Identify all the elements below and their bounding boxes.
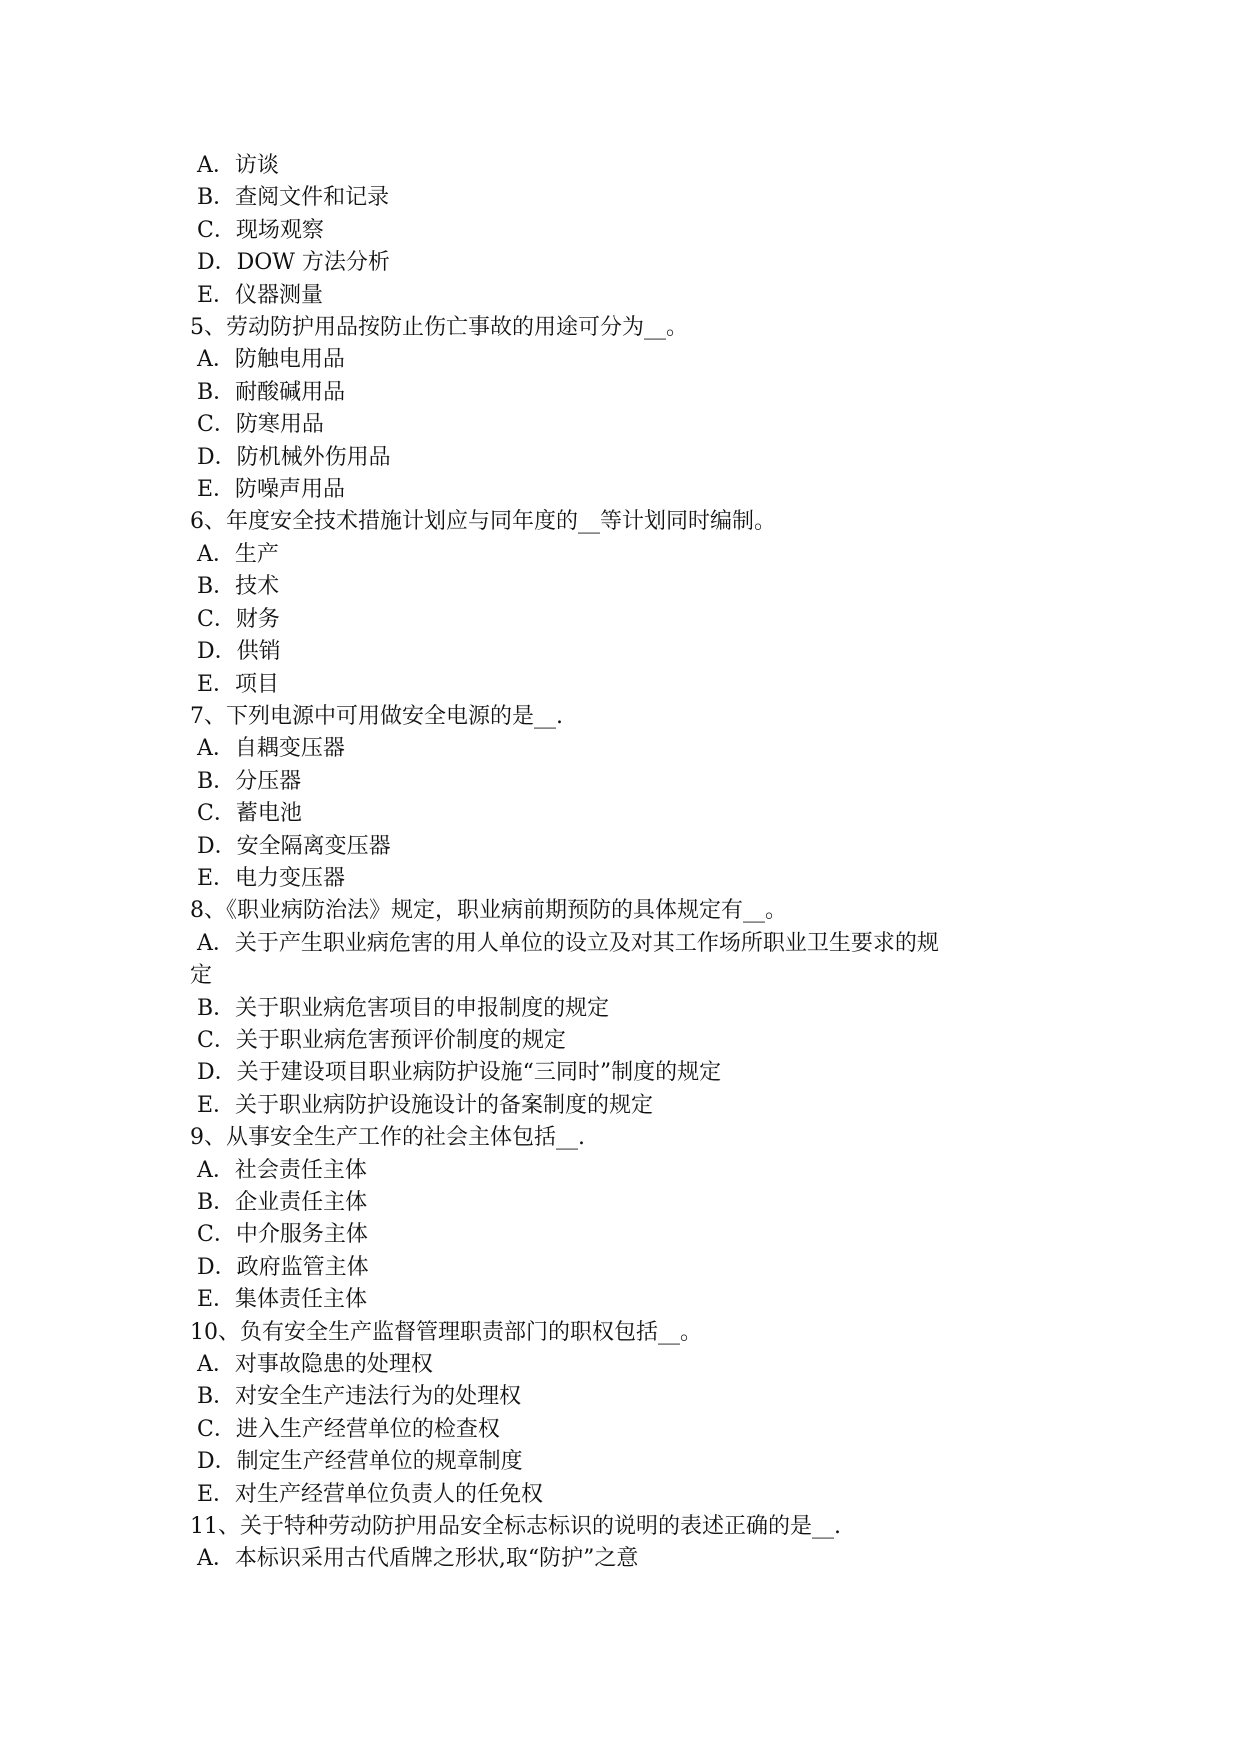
answer-option: C．中介服务主体 [190, 1222, 368, 1248]
answer-option: E．仪器测量 [190, 282, 324, 308]
question-stem: 7、下列电源中可用做安全电源的是__. [190, 703, 563, 729]
answer-option: E．防噪声用品 [190, 477, 346, 503]
answer-option: D．防机械外伤用品 [190, 444, 391, 470]
question-stem: 6、年度安全技术措施计划应与同年度的__等计划同时编制。 [190, 509, 776, 535]
question-stem: 10、负有安全生产监督管理职责部门的职权包括__。 [190, 1319, 702, 1345]
answer-option: A．访谈 [190, 153, 279, 178]
answer-option: B．分压器 [190, 768, 302, 794]
answer-option: E．项目 [190, 671, 280, 697]
answer-option: D．政府监管主体 [190, 1254, 369, 1280]
answer-option: A．生产 [190, 541, 279, 567]
answer-option: D．供销 [190, 639, 281, 665]
answer-option: A．本标识采用古代盾牌之形状,取“防护”之意 [190, 1546, 639, 1572]
question-stem: 9、从事安全生产工作的社会主体包括__. [190, 1125, 585, 1151]
answer-option: B．对安全生产违法行为的处理权 [190, 1384, 522, 1410]
answer-option: D．安全隔离变压器 [190, 833, 391, 859]
answer-option: B．耐酸碱用品 [190, 379, 346, 405]
answer-option: E．集体责任主体 [190, 1287, 368, 1313]
answer-option: E．关于职业病防护设施设计的备案制度的规定 [190, 1092, 654, 1118]
answer-option: D．制定生产经营单位的规章制度 [190, 1449, 523, 1475]
question-stem: 8、《职业病防治法》规定，职业病前期预防的具体规定有__。 [190, 898, 787, 924]
answer-option: D．关于建设项目职业病防护设施“三同时”制度的规定 [190, 1060, 722, 1086]
answer-option: B．关于职业病危害项目的申报制度的规定 [190, 995, 610, 1021]
answer-option: A．社会责任主体 [190, 1157, 367, 1183]
answer-option: A．防触电用品 [190, 347, 345, 373]
answer-option: A．自耦变压器 [190, 736, 345, 762]
answer-option: C．关于职业病危害预评价制度的规定 [190, 1027, 566, 1053]
answer-option: C．防寒用品 [190, 412, 324, 438]
question-stem: 5、劳动防护用品按防止伤亡事故的用途可分为__。 [190, 315, 688, 341]
answer-option: E．对生产经营单位负责人的任免权 [190, 1481, 544, 1507]
answer-option: B．查阅文件和记录 [190, 185, 390, 211]
option-continuation: 定 [190, 963, 213, 989]
answer-option: C．财务 [190, 606, 280, 632]
answer-option: B．技术 [190, 574, 280, 600]
answer-option: E．电力变压器 [190, 865, 346, 891]
answer-option: C．现场观察 [190, 217, 324, 243]
exam-question-list [190, 150, 1070, 1576]
answer-option: B．企业责任主体 [190, 1190, 368, 1215]
answer-option: A．对事故隐患的处理权 [190, 1352, 433, 1378]
question-stem: 11、关于特种劳动防护用品安全标志标识的说明的表述正确的是__. [190, 1514, 841, 1540]
answer-option: D．DOW 方法分析 [190, 250, 390, 276]
answer-option: A．关于产生职业病危害的用人单位的设立及对其工作场所职业卫生要求的规 [190, 930, 939, 956]
answer-option: C．进入生产经营单位的检查权 [190, 1416, 500, 1442]
answer-option: C．蓄电池 [190, 801, 302, 827]
